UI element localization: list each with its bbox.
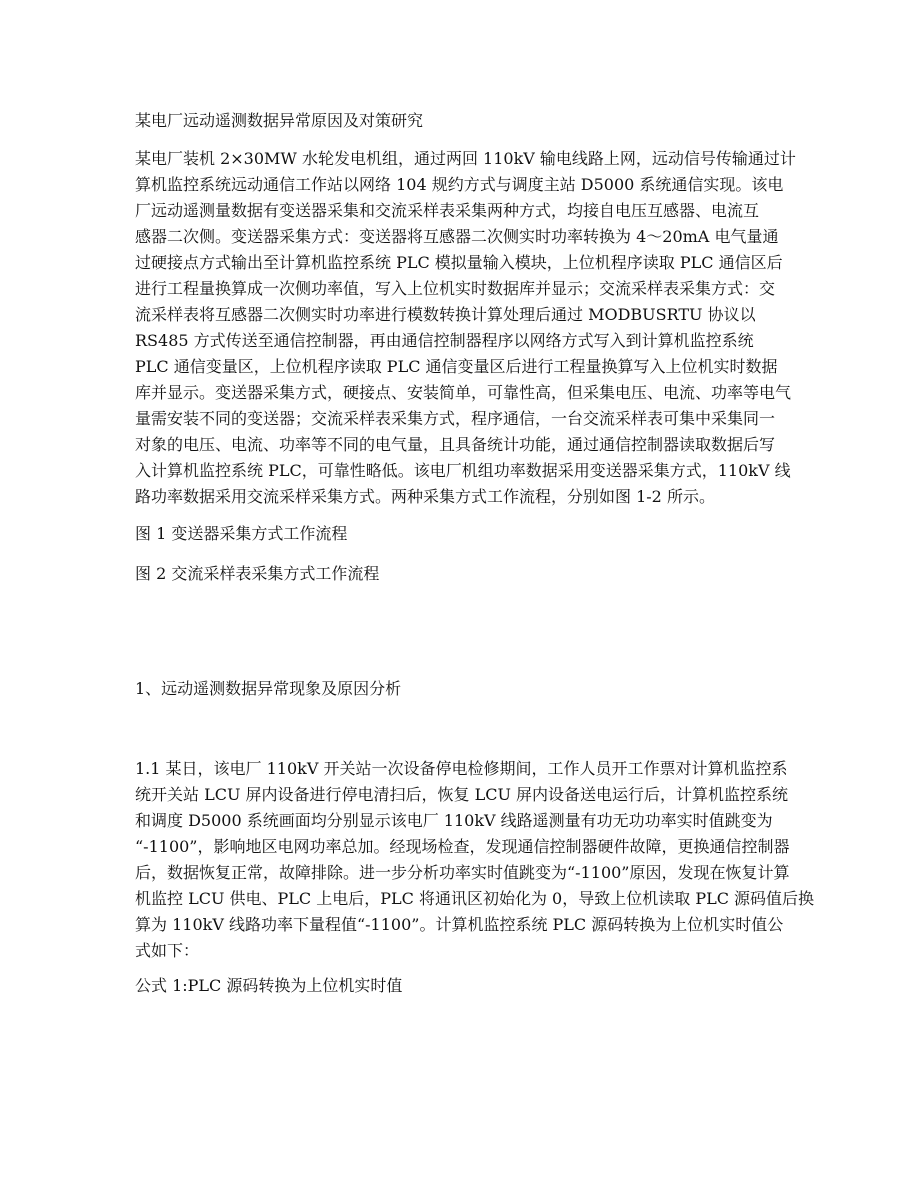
formula-1-label: 公式 1:PLC 源码转换为上位机实时值 [135,976,403,995]
paragraph-line: 过硬接点方式输出至计算机监控系统 PLC 模拟量输入模块，上位机程序读取 PLC 通信区后 [135,253,783,272]
paragraph-line: 厂远动遥测量数据有变送器采集和交流采样表采集两种方式，均接自电压互感器、电流互 [135,201,760,220]
paragraph-line: 后，数据恢复正常，故障排除。进一步分析功率实时值跳变为“-1100”原因，发现在恢复计算 [135,863,790,882]
paragraph-line: 量需安装不同的变送器；交流采样表采集方式，程序通信，一台交流采样表可集中采集同一 [135,409,776,428]
paragraph-line: 统开关站 LCU 屏内设备进行停电清扫后，恢复 LCU 屏内设备送电运行后，计算机监控系统 [135,785,789,804]
paragraph-line: 算为 110kV 线路功率下量程值“-1100”。计算机监控系统 PLC 源码转换为上位机实时值公 [135,915,784,934]
paragraph-line: 进行工程量换算成一次侧功率值，写入上位机实时数据库并显示；交流采样表采集方式：交 [135,279,776,298]
paragraph-line: 1.1 某日，该电厂 110kV 开关站一次设备停电检修期间，工作人员开工作票对计算机监控系 [135,759,788,778]
paragraph-line: 算机监控系统远动通信工作站以网络 104 规约方式与调度主站 D5000 系统通信实现。该电 [135,175,784,194]
paragraph-line: 入计算机监控系统 PLC，可靠性略低。该电厂机组功率数据采用变送器采集方式，110kV 线 [135,461,791,480]
paragraph-line: 某电厂装机 2×30MW 水轮发电机组，通过两回 110kV 输电线路上网，远动信号传输通过计 [135,149,796,168]
paragraph-line: PLC 通信变量区，上位机程序读取 PLC 通信变量区后进行工程量换算写入上位机实时数据 [135,357,778,376]
paragraph-line: 和调度 D5000 系统画面均分别显示该电厂 110kV 线路遥测量有功无功功率实时值跳变为 [135,811,773,830]
paragraph-line: 式如下： [135,941,200,960]
figure-2-caption: 图 2 交流采样表采集方式工作流程 [135,564,380,583]
intro-paragraph [135,146,795,510]
section-1-1-paragraph [135,756,815,964]
paragraph-line: 机监控 LCU 供电、PLC 上电后，PLC 将通讯区初始化为 0，导致上位机读取 PLC 源码值后换 [135,889,815,908]
paragraph-line: 库并显示。变送器采集方式，硬接点、安装简单，可靠性高，但采集电压、电流、功率等电气 [135,383,792,402]
paragraph-line: “-1100”，影响地区电网功率总加。经现场检查，发现通信控制器硬件故障，更换通信控制器 [135,837,790,856]
paragraph-line: 路功率数据采用交流采样采集方式。两种采集方式工作流程，分别如图 1-2 所示。 [135,487,715,506]
figure-1-caption: 图 1 变送器采集方式工作流程 [135,524,348,543]
document-title: 某电厂远动遥测数据异常原因及对策研究 [135,111,424,130]
section-1-heading: 1、远动遥测数据异常现象及原因分析 [135,679,402,698]
paragraph-line: 感器二次侧。变送器采集方式：变送器将互感器二次侧实时功率转换为 4～20mA 电气量通 [135,227,779,246]
paragraph-line: 流采样表将互感器二次侧实时功率进行模数转换计算处理后通过 MODBUSRTU 协议以 [135,305,756,324]
paragraph-line: RS485 方式传送至通信控制器，再由通信控制器程序以网络方式写入到计算机监控系统 [135,331,754,350]
paragraph-line: 对象的电压、电流、功率等不同的电气量，且具备统计功能，通过通信控制器读取数据后写 [135,435,776,454]
